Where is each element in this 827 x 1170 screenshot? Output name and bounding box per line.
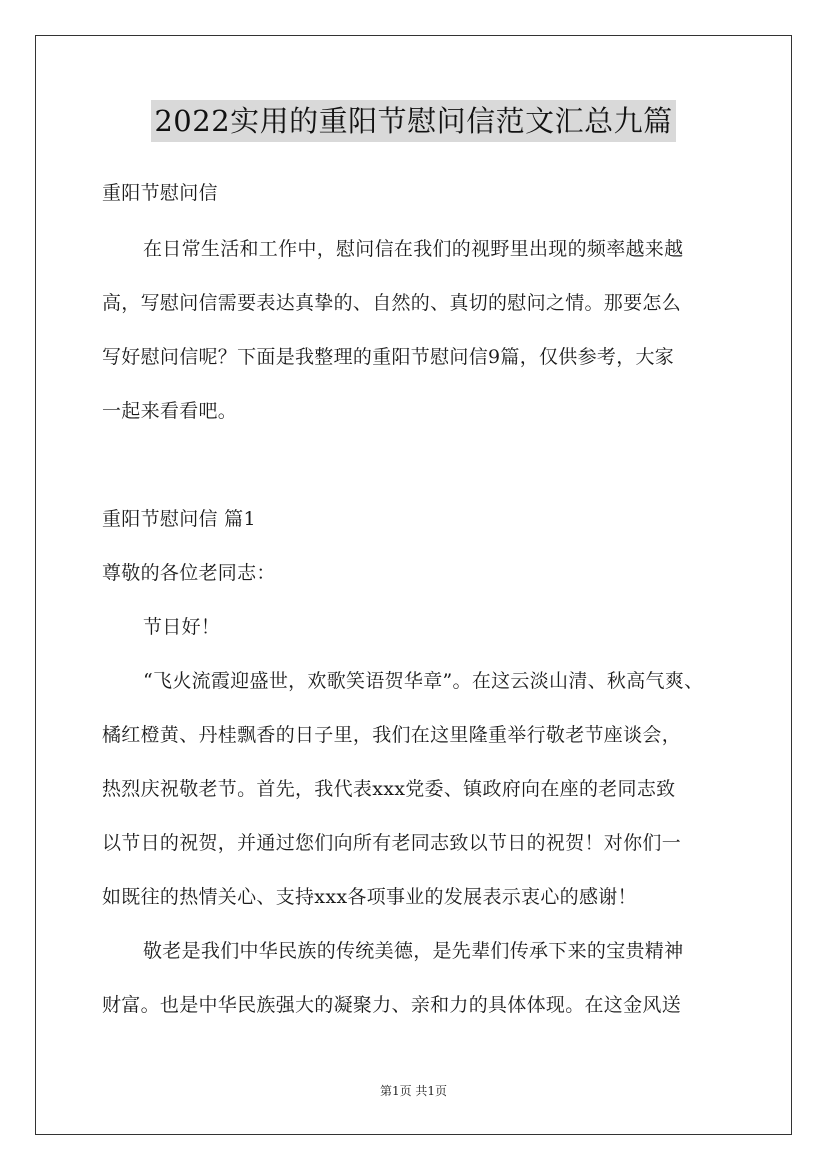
salutation: 尊敬的各位老同志： (102, 562, 276, 584)
section-heading: 重阳节慰问信 篇1 (102, 508, 256, 530)
document-title: 2022实用的重阳节慰问信范文汇总九篇 (151, 100, 675, 142)
paragraph-line: 以节日的祝贺，并通过您们向所有老同志致以节日的祝贺！对你们一 (102, 832, 682, 854)
paragraph-line: 财富。也是中华民族强大的凝聚力、亲和力的具体体现。在这金风送 (102, 994, 682, 1016)
paragraph-line: 橘红橙黄、丹桂飘香的日子里，我们在这里隆重举行敬老节座谈会， (102, 724, 682, 746)
title-container (0, 100, 827, 142)
intro-line: 一起来看看吧。 (102, 400, 238, 422)
paragraph-line: 如既往的热情关心、支持xxx各项事业的发展表示衷心的感谢！ (102, 886, 637, 908)
heading: 重阳节慰问信 (102, 182, 218, 204)
intro-line: 高，写慰问信需要表达真挚的、自然的、真切的慰问之情。那要怎么 (102, 292, 682, 314)
paragraph-line: 敬老是我们中华民族的传统美德，是先辈们传承下来的宝贵精神 (143, 940, 684, 962)
intro-line: 在日常生活和工作中，慰问信在我们的视野里出现的频率越来越 (143, 238, 684, 260)
page-number-footer: 第1页 共1页 (379, 1084, 448, 1098)
greeting: 节日好！ (143, 616, 221, 638)
paragraph-line: 热烈庆祝敬老节。首先，我代表xxx党委、镇政府向在座的老同志致 (102, 778, 676, 800)
paragraph-line: “飞火流霞迎盛世，欢歌笑语贺华章”。在这云淡山清、秋高气爽、 (143, 670, 704, 692)
intro-line: 写好慰问信呢？下面是我整理的重阳节慰问信9篇，仅供参考，大家 (102, 346, 675, 368)
